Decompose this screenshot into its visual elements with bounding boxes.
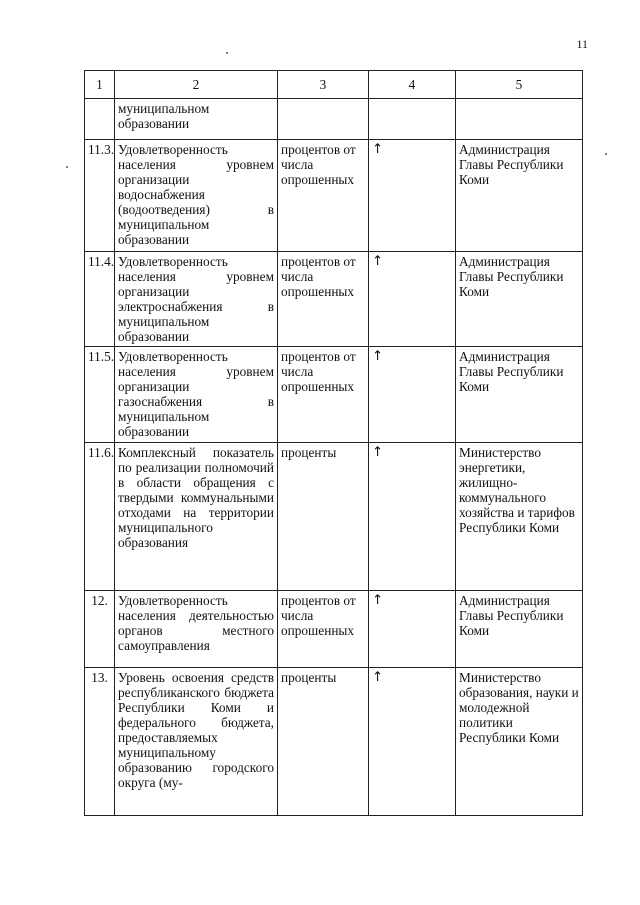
responsible-org: Администрация Главы Республики Коми [456,591,583,668]
indicators-table [84,70,583,816]
responsible-org: Администрация Главы Республики Коми [456,252,583,347]
row-number: 12. [85,591,115,668]
header-col-1: 1 [85,71,115,99]
row-number [85,99,115,140]
row-number: 11.5. [85,347,115,443]
table-row [85,443,583,591]
direction-arrow: ↑ [369,668,456,816]
header-col-2: 2 [115,71,278,99]
row-number: 11.4. [85,252,115,347]
scan-speck [605,153,607,155]
table-row [85,591,583,668]
scan-speck [226,52,228,54]
direction-arrow: ↑ [369,252,456,347]
responsible-org: Администрация Главы Республики Коми [456,347,583,443]
row-number: 11.3. [85,140,115,252]
unit [278,99,369,140]
indicator-name: Удовлетворенность населения уровнем организации водоснабжения (водоотведения) в муниципальном образовании [115,140,278,252]
table-row [85,668,583,816]
direction-arrow: ↑ [369,140,456,252]
indicator-name: Комплексный показатель по реализации полномочий в области обращения с твердыми коммунальными отходами на территории муниципального образования [115,443,278,591]
direction-arrow: ↑ [369,347,456,443]
table-row [85,252,583,347]
direction-arrow: ↑ [369,591,456,668]
row-number: 11.6. [85,443,115,591]
unit: процентов от числа опрошенных [278,252,369,347]
row-number: 13. [85,668,115,816]
header-col-3: 3 [278,71,369,99]
header-col-5: 5 [456,71,583,99]
unit: проценты [278,443,369,591]
header-col-4: 4 [369,71,456,99]
direction-arrow: ↑ [369,443,456,591]
direction-arrow [369,99,456,140]
unit: процентов от числа опрошенных [278,591,369,668]
responsible-org: Министерство образования, науки и молодежной политики Республики Коми [456,668,583,816]
responsible-org [456,99,583,140]
table-row [85,99,583,140]
indicator-name: Удовлетворенность населения уровнем организации электроснабжения в муниципальном образовании [115,252,278,347]
header-row [85,71,583,99]
scan-speck [66,166,68,168]
indicator-name: Уровень освоения средств республиканского бюджета Республики Коми и федерального бюджета, предоставляемых муниципальному образованию городского округа (му- [115,668,278,816]
unit: процентов от числа опрошенных [278,347,369,443]
responsible-org: Министерство энергетики, жилищно-коммунального хозяйства и тарифов Республики Коми [456,443,583,591]
indicator-name: муниципальном образовании [115,99,278,140]
indicator-name: Удовлетворенность населения уровнем организации газоснабжения в муниципальном образовании [115,347,278,443]
table-row [85,347,583,443]
table-row [85,140,583,252]
responsible-org: Администрация Главы Республики Коми [456,140,583,252]
unit: проценты [278,668,369,816]
indicator-name: Удовлетворенность населения деятельностью органов местного самоуправления [115,591,278,668]
unit: процентов от числа опрошенных [278,140,369,252]
page-number: 11 [576,37,588,51]
